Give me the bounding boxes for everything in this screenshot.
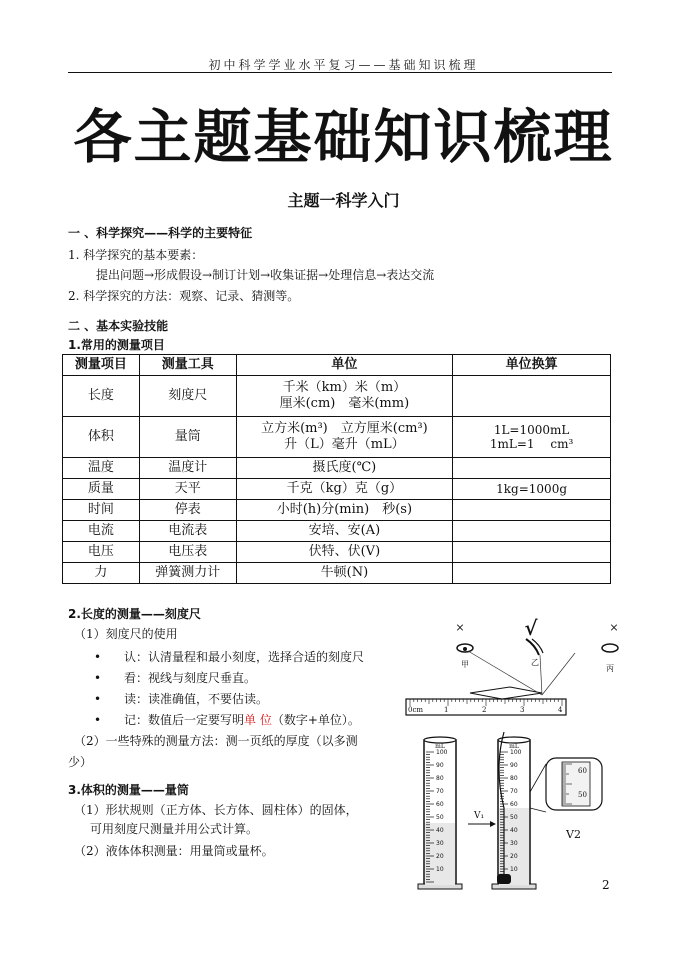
- scale-number: 50: [510, 814, 518, 821]
- main-title: 各主题基础知识梳理: [73, 103, 614, 171]
- measurement-table: [62, 354, 611, 584]
- table-cell-tool: 电压表: [139, 542, 236, 563]
- table-header-cell: 单位换算: [453, 355, 611, 376]
- scale-number: 60: [436, 801, 444, 808]
- volume-line: （2）液体体积测量：用量筒或量杯。: [74, 844, 274, 858]
- bullet-item: [94, 650, 365, 664]
- scale-number: 20: [510, 853, 518, 860]
- section2-sub1: 1.常用的测量项目: [68, 338, 165, 352]
- sight-lines: [468, 651, 575, 695]
- section2-heading: 二 、基本实验技能: [68, 319, 169, 333]
- view-label-a: 甲: [461, 660, 469, 669]
- stone-object: [497, 874, 511, 884]
- unit-line: 升（L）毫升（mL）: [284, 437, 405, 452]
- ruler-figure: [400, 615, 619, 725]
- unit-line: 厘米(cm) 毫米(mm): [279, 396, 410, 411]
- table-header-cell: 测量项目: [63, 355, 140, 376]
- bullet-item: [94, 713, 360, 727]
- table-row: [63, 479, 611, 500]
- table-cell-conversion: [453, 542, 611, 563]
- table-row: [63, 542, 611, 563]
- ruler-number: 0cm: [408, 706, 424, 714]
- table-cell-conversion: [453, 563, 611, 584]
- view-label-c: 丙: [606, 664, 614, 673]
- graduated-cylinder-right: [492, 732, 536, 889]
- bullet-dot: •: [94, 692, 102, 706]
- special-method-line: （2）一些特殊的测量方法：测一页纸的厚度（以多测: [74, 734, 358, 748]
- section3-heading: 2.长度的测量——刻度尺: [68, 607, 201, 621]
- ruler-number: 1: [444, 706, 449, 714]
- bullet-dot: •: [94, 650, 102, 664]
- table-cell-item: 电压: [63, 542, 140, 563]
- graduated-cylinder-left: [418, 737, 462, 889]
- scale-number: 70: [436, 788, 444, 795]
- unit-line: 千米（km）米（m）: [282, 380, 407, 396]
- scale-number: 30: [510, 840, 518, 847]
- scale-number: 40: [436, 827, 444, 834]
- volume-line: （1）形状规则（正方体、长方体、圆柱体）的固体，: [74, 803, 358, 817]
- scale-number: 80: [436, 775, 444, 782]
- scale-number: 100: [436, 749, 448, 756]
- table-row: [63, 417, 611, 458]
- highlight-unit: 单 位: [244, 713, 272, 727]
- bullet-text: 读：读准确值，不要估读。: [124, 692, 269, 706]
- scale-number: 70: [510, 788, 518, 795]
- wrong-mark: ×: [455, 621, 465, 634]
- zoom-scale-number: 50: [578, 791, 587, 799]
- table-row: [63, 500, 611, 521]
- running-header: 初中科学学业水平复习——基础知识梳理: [208, 58, 479, 72]
- zoom-view: [546, 758, 602, 810]
- table-cell-conversion: [453, 376, 611, 417]
- item1-label: 1. 科学探究的基本要素：: [68, 248, 204, 262]
- scale-number: 50: [436, 814, 444, 821]
- table-cell-tool: 天平: [139, 479, 236, 500]
- table-cell-item: 电流: [63, 521, 140, 542]
- zoom-lines: [530, 764, 546, 812]
- table-cell-tool: 停表: [139, 500, 236, 521]
- table-cell-item: 力: [63, 563, 140, 584]
- table-cell-unit: 牛顿(N): [236, 563, 453, 584]
- section-subtitle: 主题一科学入门: [287, 191, 400, 210]
- table-cell-item: 质量: [63, 479, 140, 500]
- eye-icon: [457, 644, 473, 652]
- zoom-scale-number: 60: [578, 767, 587, 775]
- view-label-b: 乙: [531, 658, 539, 667]
- scale-number: 90: [436, 762, 444, 769]
- table-cell-unit: 安培、安(A): [236, 521, 453, 542]
- table-cell-item: 长度: [63, 376, 140, 417]
- ruler-number: 2: [482, 706, 487, 714]
- ruler-use-label: （1）刻度尺的使用: [74, 627, 178, 641]
- volume-line: 可用刻度尺测量并用公式计算。: [90, 822, 259, 836]
- unit-label: mL: [435, 743, 445, 750]
- table-cell-tool: 弹簧测力计: [139, 563, 236, 584]
- special-method-line: 少）: [68, 755, 93, 769]
- table-cell-conversion: [453, 458, 611, 479]
- table-cell-unit: [236, 417, 453, 458]
- table-header-cell: 测量工具: [139, 355, 236, 376]
- check-mark: √: [524, 616, 538, 640]
- table-cell-unit: 伏特、伏(V): [236, 542, 453, 563]
- bullet-text: 看：视线与刻度尺垂直。: [124, 671, 257, 685]
- v1-label: V₁: [474, 811, 485, 821]
- table-cell-item: 时间: [63, 500, 140, 521]
- unit-label: mL: [509, 743, 519, 750]
- table-cell-tool: 刻度尺: [139, 376, 236, 417]
- bullet-item: [94, 671, 257, 685]
- bullet-dot: •: [94, 713, 102, 727]
- scale-number: 60: [510, 801, 518, 808]
- table-cell-unit: 摄氏度(℃): [236, 458, 453, 479]
- scale-number: 10: [436, 866, 444, 873]
- scale-number: 10: [510, 866, 518, 873]
- table-cell-conversion: 1kg=1000g: [453, 479, 611, 500]
- page-number: 2: [602, 878, 610, 892]
- table-cell-conversion: [453, 500, 611, 521]
- eye-icon: [602, 644, 618, 652]
- scale-number: 40: [510, 827, 518, 834]
- table-cell-unit: 千克（kg）克（g）: [236, 479, 453, 500]
- header-rule: [68, 72, 612, 73]
- table-cell-tool: 温度计: [139, 458, 236, 479]
- section1-heading: 一 、科学探究——科学的主要特征: [68, 226, 253, 240]
- table-cell-item: 温度: [63, 458, 140, 479]
- scale-number: 20: [436, 853, 444, 860]
- table-row: [63, 563, 611, 584]
- bullet-text: 认：认清量程和最小刻度，选择合适的刻度尺: [124, 650, 365, 664]
- conversion-line: 1mL=1 cm³: [489, 437, 574, 451]
- bullet-item: [94, 692, 269, 706]
- ruler-number: 3: [520, 706, 525, 714]
- ruler-number: 4: [558, 706, 563, 714]
- table-row: [63, 458, 611, 479]
- unit-line: 立方米(m³) 立方厘米(cm³): [261, 421, 428, 437]
- table-row: [63, 376, 611, 417]
- table-row: [63, 521, 611, 542]
- item2-text: 2. 科学探究的方法：观察、记录、猜测等。: [68, 289, 300, 303]
- section4-heading: 3.体积的测量——量筒: [68, 783, 189, 797]
- cylinder-figure: [412, 728, 612, 893]
- ruler: [406, 699, 566, 715]
- table-header-row: [63, 355, 611, 376]
- table-cell-tool: 电流表: [139, 521, 236, 542]
- table-cell-item: 体积: [63, 417, 140, 458]
- bullet-text: 记：数值后一定要写明: [124, 713, 245, 727]
- bullet-dot: •: [94, 671, 102, 685]
- v2-label: V2: [566, 828, 581, 841]
- conversion-line: 1L=1000mL: [493, 422, 570, 437]
- table-cell-tool: 量筒: [139, 417, 236, 458]
- table-cell-unit: 小时(h)分(min) 秒(s): [236, 500, 453, 521]
- table-header-cell: 单位: [236, 355, 453, 376]
- scale-number: 30: [436, 840, 444, 847]
- scale-number: 100: [510, 749, 522, 756]
- wrong-mark: ×: [609, 621, 619, 634]
- item1-steps: 提出问题→形成假设→制订计划→收集证据→处理信息→表达交流: [96, 268, 435, 282]
- table-cell-unit: [236, 376, 453, 417]
- bullet-text: （数字+单位）。: [271, 713, 360, 727]
- scale-number: 80: [510, 775, 518, 782]
- eye-icon: [526, 639, 543, 655]
- table-cell-conversion: [453, 521, 611, 542]
- table-cell-conversion: [453, 417, 611, 458]
- scale-number: 90: [510, 762, 518, 769]
- arrow-icon: [490, 821, 496, 827]
